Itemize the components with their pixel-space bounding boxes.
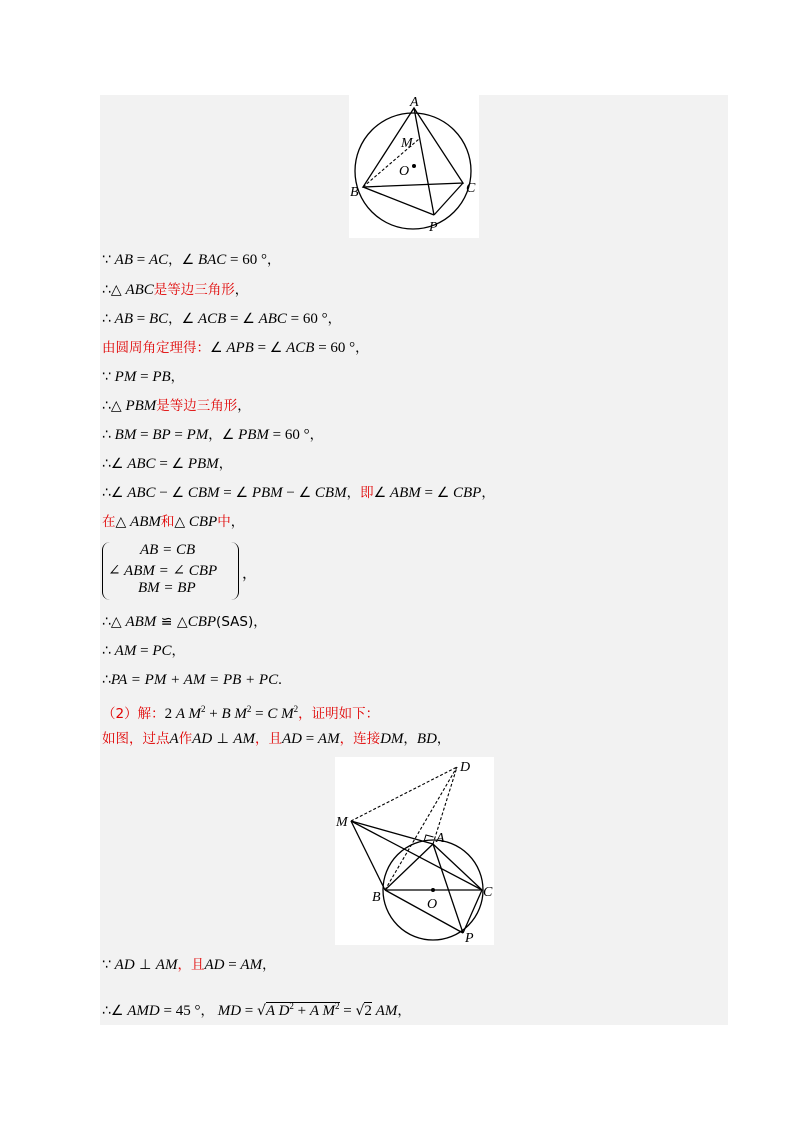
system-row-1: AB = CB (140, 542, 196, 558)
sqrt-symbol: √ (355, 1003, 365, 1019)
proof-line-9: ∴∠ ABC − ∠ CBM = ∠ PBM − ∠ CBM，即∠ ABM = ∠ CBP， (102, 485, 495, 501)
therefore-symbol: ∴ (102, 282, 111, 298)
center-point-o (412, 164, 416, 168)
perpendicular-symbol: ⊥ (212, 731, 234, 747)
figure1-svg (349, 95, 479, 238)
label-p: P (465, 931, 474, 945)
segment-ma (351, 821, 433, 844)
figure-circle-triangle (349, 95, 479, 238)
label-o: O (427, 897, 438, 912)
proof-line-2: ∴△ ABC是等边三角形， (102, 282, 249, 298)
proof-line-3: ∴ AB = BC，∠ ACB = ∠ ABC = 60 °， (102, 311, 342, 327)
label-m: M (401, 136, 413, 151)
circumcircle (355, 113, 471, 229)
figure2-svg (335, 757, 494, 945)
because-symbol: ∵ (102, 252, 111, 268)
proof-line-15: 如图，过点A作AD ⊥ AM，且AD = AM，连接DM，BD， (102, 731, 451, 747)
label-b: B (372, 890, 381, 905)
therefore-symbol: ∴ (102, 311, 111, 327)
segment-cp (434, 183, 463, 215)
label-d: D (460, 760, 471, 775)
proof-line-6: ∴△ PBM是等边三角形， (102, 398, 251, 414)
proof-line-5: ∵ PM = PB， (102, 369, 185, 385)
radicand-2: 2 (364, 1003, 372, 1019)
figure-construction (335, 757, 494, 945)
segment-mb (351, 821, 385, 890)
proof-line-12: ∴ AM = PC， (102, 643, 185, 659)
proof-line-8: ∴∠ ABC = ∠ PBM， (102, 456, 233, 472)
label-p: P (429, 220, 438, 235)
equation-system: AB = CB ∠ ABM = ∠ CBP BM = BP ， (102, 540, 252, 602)
segment-bp (363, 187, 434, 215)
proof-line-13: ∴PA = PM + AM = PB + PC. (102, 672, 282, 688)
proof-line-4: 由圆周角定理得：∠ APB = ∠ ACB = 60 °， (102, 340, 369, 356)
proof-line-1: ∵ AB = AC，∠ BAC = 60 °， (102, 252, 281, 268)
proof-line-14: （2）解：2 A $M^2 + B$ $M^2 = C$ $M^2$，证明如下： (102, 704, 380, 722)
label-m: M (336, 815, 348, 830)
proof-line-16: ∵ AD ⊥ AM，且AD = AM， (102, 957, 276, 973)
triangle-abc (363, 108, 463, 187)
label-b: B (350, 185, 359, 200)
center-point-o (431, 888, 435, 892)
radicand-1: A $D^2 + A$ $M^2$ (265, 1001, 340, 1019)
label-o: O (399, 164, 410, 179)
proof-line-17: ∴∠ AMD = 45 °， MD = √A $D^2 + A$ $M^2 = √2$ AM， (102, 1001, 411, 1019)
segment-mc (351, 821, 482, 890)
proof-line-11: ∴△ ABM ≌ △CBP(SAS)， (102, 614, 267, 630)
angle-symbol: ∠ (181, 252, 195, 268)
label-a: A (436, 831, 445, 846)
congruent-symbol: ≌ (156, 614, 177, 630)
label-c: C (466, 181, 476, 196)
segment-cp (463, 890, 482, 933)
proof-line-10: 在△ ABM和△ CBP中， (102, 514, 245, 530)
system-row-3: BM = BP (138, 580, 196, 596)
system-row-2: ∠ ABM = ∠ CBP (108, 563, 218, 579)
sqrt-symbol: √ (257, 1003, 266, 1019)
triangle-symbol: △ (110, 282, 122, 298)
proof-line-7: ∴ BM = BP = PM，∠ PBM = 60 °， (102, 427, 324, 443)
right-bracket (230, 542, 239, 600)
label-a: A (410, 95, 419, 110)
label-c: C (483, 885, 493, 900)
